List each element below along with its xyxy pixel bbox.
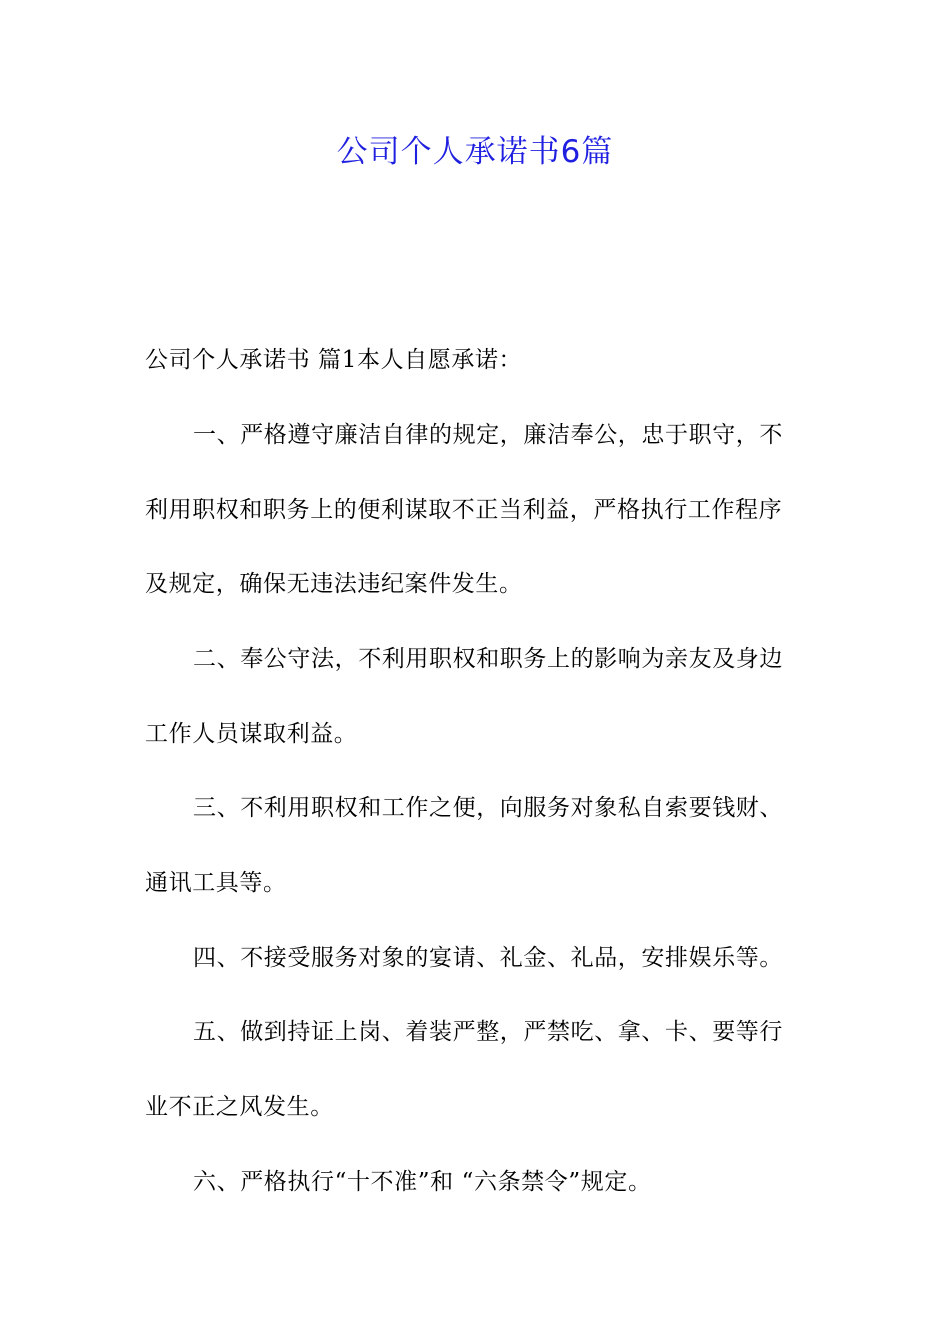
clause-4-line-1: 四、不接受服务对象的宴请、礼金、礼品，安排娱乐等。 xyxy=(193,945,783,971)
clause-5-line-1: 五、做到持证上岗、着装严整，严禁吃、拿、卡、要等行 xyxy=(193,1019,783,1045)
clause-1-line-3: 及规定，确保无违法违纪案件发生。 xyxy=(145,571,523,597)
clause-2-line-2: 工作人员谋取利益。 xyxy=(145,721,358,747)
clause-2-line-1: 二、奉公守法，不利用职权和职务上的影响为亲友及身边 xyxy=(193,646,783,672)
document-title: 公司个人承诺书6篇 xyxy=(336,134,614,170)
clause-5-line-2: 业不正之风发生。 xyxy=(145,1094,334,1120)
clause-3-line-2: 通讯工具等。 xyxy=(145,870,287,896)
intro-line: 公司个人承诺书 篇1本人自愿承诺： xyxy=(145,347,523,373)
clause-6-line-1: 六、严格执行“十不准”和 “六条禁令”规定。 xyxy=(193,1169,652,1195)
clause-1-line-2: 利用职权和职务上的便利谋取不正当利益，严格执行工作程序 xyxy=(145,497,783,523)
clause-1-line-1: 一、严格遵守廉洁自律的规定，廉洁奉公，忠于职守，不 xyxy=(193,422,783,448)
clause-3-line-1: 三、不利用职权和工作之便，向服务对象私自索要钱财、 xyxy=(193,795,783,821)
